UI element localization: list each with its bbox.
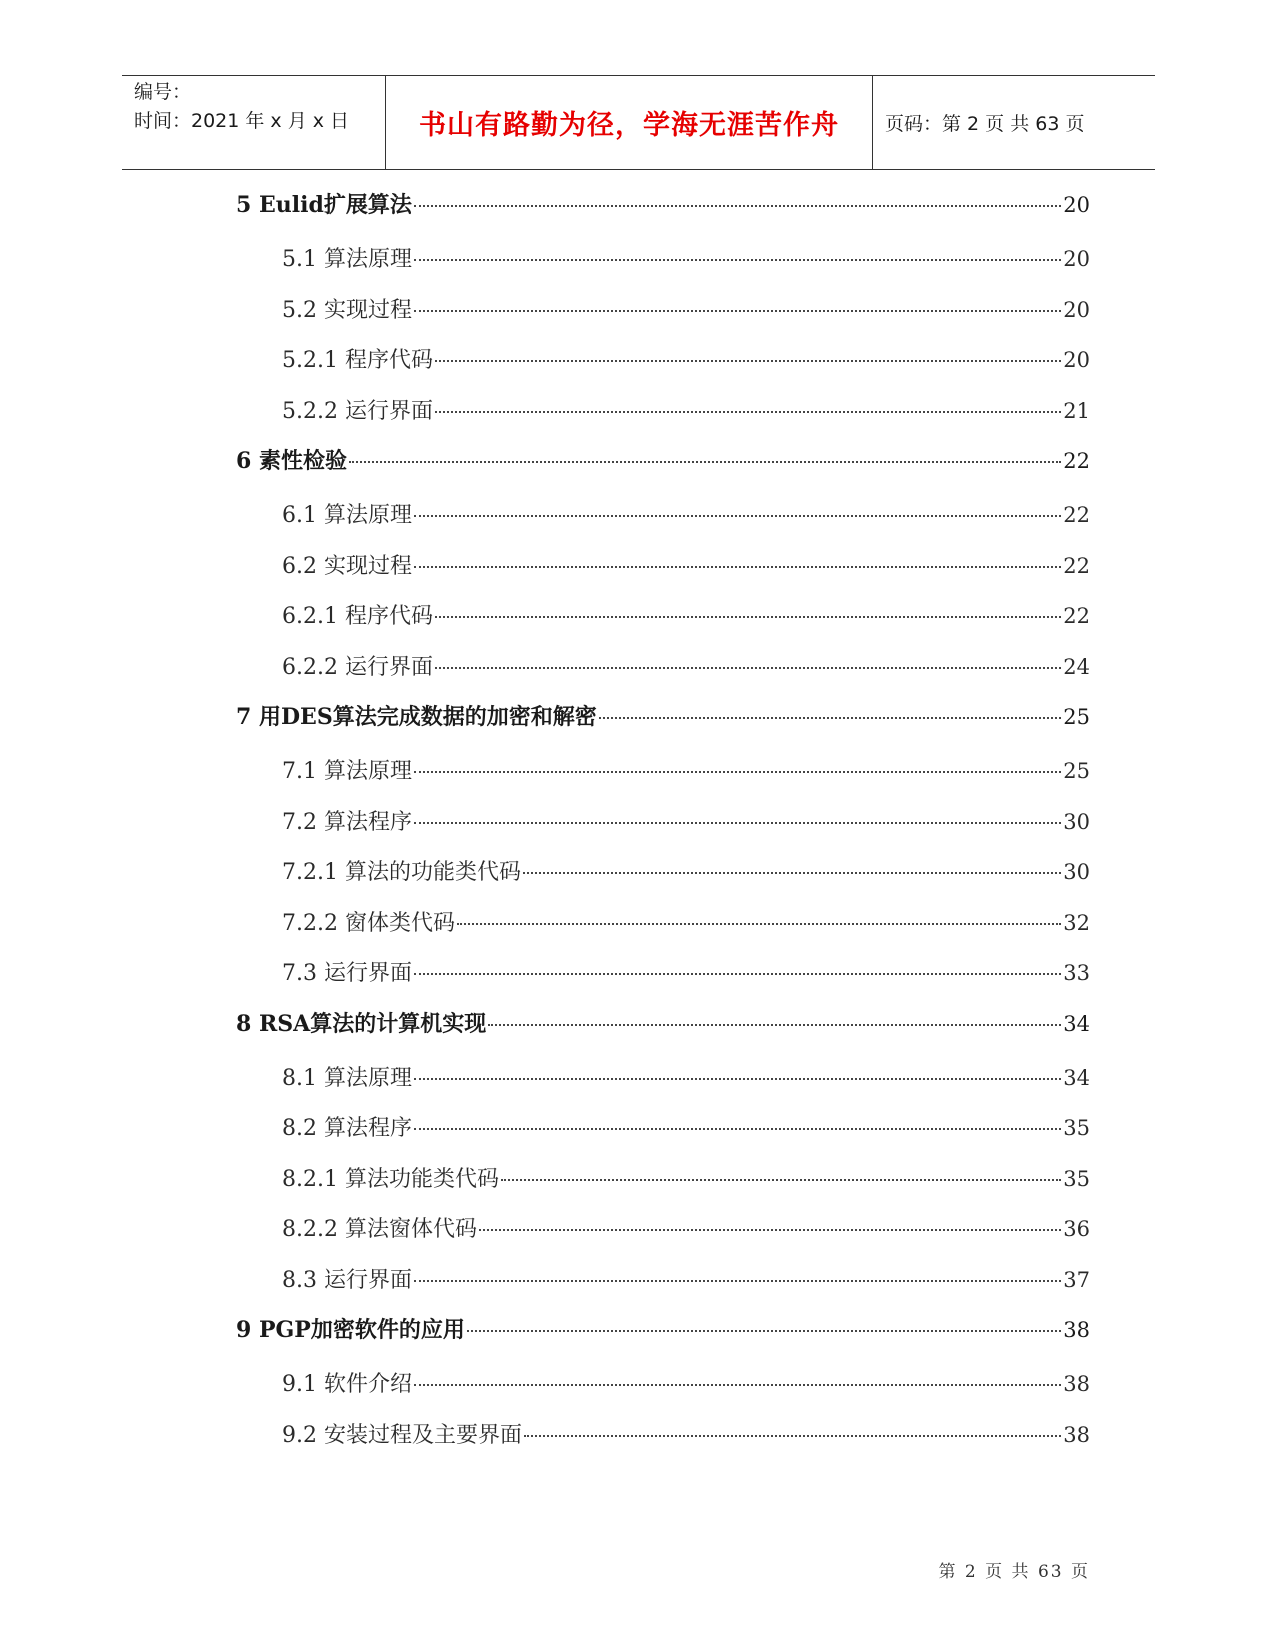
toc-entry-page: 30 — [1063, 860, 1090, 884]
toc-chapter-entry[interactable] — [236, 1313, 1090, 1345]
toc-entry-label: 5.1 算法原理 — [282, 247, 412, 272]
toc-section-entry[interactable] — [282, 1162, 1090, 1194]
toc-section-entry[interactable] — [282, 1061, 1090, 1093]
toc-section-entry[interactable] — [282, 1212, 1090, 1244]
header-motto-cell — [386, 76, 873, 169]
toc-dot-leader — [414, 205, 1061, 207]
toc-entry-label: 8.2.1 算法功能类代码 — [282, 1166, 499, 1192]
toc-section-entry[interactable] — [282, 343, 1090, 375]
toc-dot-leader — [414, 1384, 1061, 1386]
toc-dot-leader — [414, 973, 1061, 975]
toc-dot-leader — [414, 822, 1061, 824]
toc-entry-label: 8.3 运行界面 — [282, 1267, 412, 1293]
toc-entry-page: 20 — [1063, 193, 1090, 217]
toc-entry-label: 8.2.2 算法窗体代码 — [282, 1217, 477, 1242]
toc-dot-leader — [414, 1078, 1061, 1080]
toc-entry-label: 5 Eulid扩展算法 — [236, 192, 412, 218]
toc-dot-leader — [414, 771, 1061, 773]
toc-entry-label: 8.1 算法原理 — [282, 1065, 412, 1091]
toc-section-entry[interactable] — [282, 1418, 1090, 1450]
toc-dot-leader — [414, 1128, 1061, 1130]
toc-section-entry[interactable] — [282, 650, 1090, 682]
toc-entry-page: 34 — [1063, 1065, 1090, 1090]
toc-entry-label: 6.1 算法原理 — [282, 503, 412, 528]
toc-dot-leader — [435, 616, 1061, 618]
toc-chapter-entry[interactable] — [236, 188, 1090, 220]
toc-dot-leader — [457, 923, 1061, 925]
toc-entry-page: 20 — [1063, 247, 1090, 271]
toc-section-entry[interactable] — [282, 242, 1090, 274]
toc-entry-label: 5.2.2 运行界面 — [282, 398, 433, 424]
toc-section-entry[interactable] — [282, 549, 1090, 581]
toc-entry-label: 7.2.1 算法的功能类代码 — [282, 860, 521, 885]
doc-time-label: 时间：2021 年 x 月 x 日 — [134, 110, 350, 132]
toc-entry-page: 30 — [1063, 809, 1090, 834]
toc-entry-page: 25 — [1063, 759, 1090, 783]
toc-dot-leader — [414, 259, 1061, 261]
toc-section-entry[interactable] — [282, 906, 1090, 938]
toc-section-entry[interactable] — [282, 754, 1090, 786]
toc-section-entry[interactable] — [282, 956, 1090, 988]
toc-entry-label: 6.2.2 运行界面 — [282, 654, 433, 680]
toc-entry-label: 6 素性检验 — [236, 448, 347, 474]
toc-entry-page: 24 — [1063, 654, 1090, 679]
toc-section-entry[interactable] — [282, 1111, 1090, 1143]
toc-section-entry[interactable] — [282, 293, 1090, 325]
toc-entry-label: 8 RSA算法的计算机实现 — [236, 1010, 487, 1037]
toc-entry-label: 8.2 算法程序 — [282, 1116, 412, 1141]
toc-chapter-entry[interactable] — [236, 444, 1090, 476]
toc-section-entry[interactable] — [282, 805, 1090, 837]
toc-entry-page: 25 — [1063, 705, 1090, 729]
toc-dot-leader — [524, 1435, 1061, 1437]
toc-entry-label: 7.3 运行界面 — [282, 961, 412, 986]
toc-entry-label: 6.2.1 程序代码 — [282, 604, 433, 629]
toc-section-entry[interactable] — [282, 1263, 1090, 1295]
header-motto: 书山有路勤为径，学海无涯苦作舟 — [419, 110, 839, 141]
toc-chapter-entry[interactable] — [236, 700, 1090, 732]
toc-entry-label: 9 PGP加密软件的应用 — [236, 1317, 465, 1343]
header-meta — [122, 76, 386, 169]
toc-section-entry[interactable] — [282, 498, 1090, 530]
toc-entry-page: 35 — [1063, 1166, 1090, 1191]
toc-entry-label: 7.2 算法程序 — [282, 809, 412, 835]
header-page-info: 页码：第 2 页 共 63 页 — [885, 113, 1085, 135]
toc-entry-page: 35 — [1063, 1116, 1090, 1140]
toc-section-entry[interactable] — [282, 394, 1090, 426]
toc-entry-page: 34 — [1063, 1011, 1090, 1036]
toc-chapter-entry[interactable] — [236, 1007, 1090, 1039]
toc-dot-leader — [414, 310, 1061, 312]
header-page-cell — [873, 76, 1155, 169]
toc-entry-label: 7.2.2 窗体类代码 — [282, 910, 455, 936]
toc-section-entry[interactable] — [282, 1367, 1090, 1399]
page-header — [122, 75, 1155, 170]
toc-section-entry[interactable] — [282, 855, 1090, 887]
toc-dot-leader — [435, 411, 1061, 413]
toc-entry-page: 22 — [1063, 503, 1090, 527]
toc-dot-leader — [435, 667, 1061, 669]
toc-dot-leader — [414, 566, 1061, 568]
toc-entry-label: 5.2.1 程序代码 — [282, 348, 433, 373]
toc-dot-leader — [414, 515, 1061, 517]
toc-dot-leader — [501, 1179, 1061, 1181]
toc-dot-leader — [488, 1024, 1061, 1026]
toc-dot-leader — [414, 1280, 1061, 1282]
toc-entry-page: 21 — [1063, 398, 1090, 423]
toc-entry-label: 6.2 实现过程 — [282, 553, 412, 579]
toc-dot-leader — [599, 717, 1062, 719]
page-footer: 第 2 页 共 63 页 — [938, 1562, 1090, 1582]
toc-entry-label: 9.1 软件介绍 — [282, 1372, 412, 1397]
toc-dot-leader — [435, 360, 1061, 362]
toc-entry-page: 38 — [1063, 1318, 1090, 1342]
toc-dot-leader — [467, 1330, 1061, 1332]
toc-entry-label: 9.2 安装过程及主要界面 — [282, 1422, 522, 1448]
toc-dot-leader — [479, 1229, 1061, 1231]
toc-entry-page: 32 — [1063, 910, 1090, 935]
toc-entry-page: 38 — [1063, 1422, 1090, 1447]
toc-entry-page: 33 — [1063, 961, 1090, 985]
toc-section-entry[interactable] — [282, 599, 1090, 631]
toc-entry-page: 36 — [1063, 1217, 1090, 1241]
toc-entry-page: 22 — [1063, 449, 1090, 473]
toc-entry-page: 22 — [1063, 553, 1090, 578]
toc-entry-label: 7.1 算法原理 — [282, 759, 412, 784]
toc-entry-page: 37 — [1063, 1267, 1090, 1292]
doc-number-label: 编号： — [134, 81, 192, 103]
toc-entry-page: 20 — [1063, 297, 1090, 322]
toc-dot-leader — [523, 872, 1061, 874]
toc-dot-leader — [349, 461, 1061, 463]
toc-entry-page: 38 — [1063, 1372, 1090, 1396]
toc-entry-page: 22 — [1063, 604, 1090, 628]
toc-entry-label: 7 用DES算法完成数据的加密和解密 — [236, 704, 597, 730]
toc-entry-page: 20 — [1063, 348, 1090, 372]
toc-entry-label: 5.2 实现过程 — [282, 297, 412, 323]
